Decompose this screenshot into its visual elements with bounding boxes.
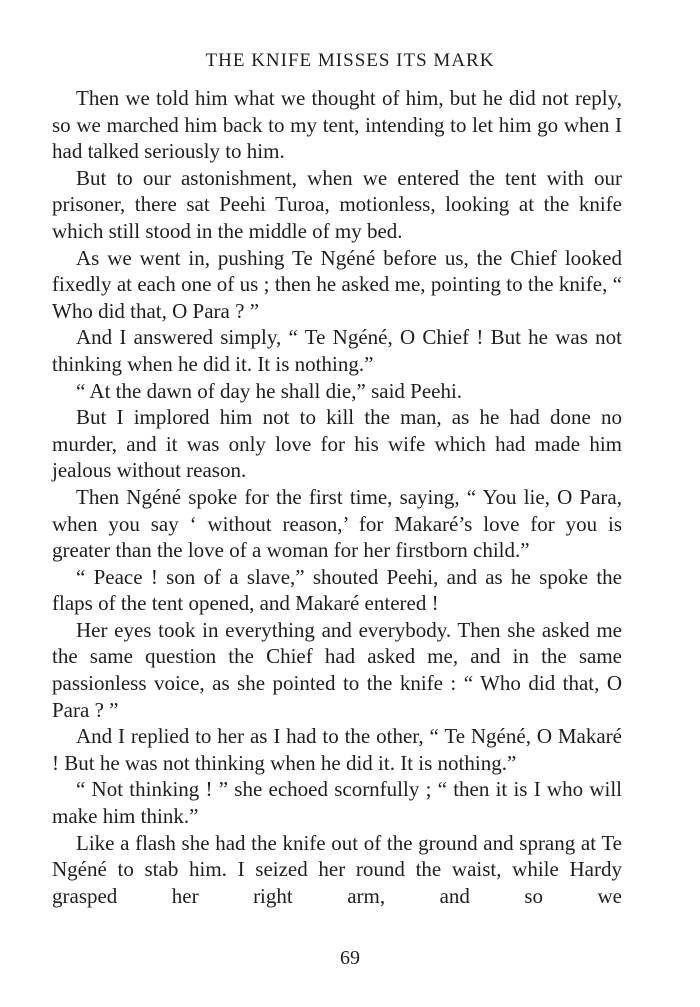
paragraph: Then Ngéné spoke for the first time, saying, “ You lie, O Para, when you say ‘ without reason,’ for Makaré’s love for you is greater than the love of a woman for her firstborn child.” bbox=[52, 484, 622, 563]
paragraph: Her eyes took in everything and everybody. Then she asked me the same question the Chief had asked me, and in the same passionless voice, as she pointed to the knife : “ Who did that, O Para ? ” bbox=[52, 617, 622, 722]
paragraph-continued: Like a flash she had the knife out of the ground and sprang at Te Ngéné to stab him. I seized her round the waist, while Hardy grasped her right arm, and so we bbox=[52, 830, 622, 908]
paragraph: But to our astonishment, when we entered the tent with our prisoner, there sat Peehi Turoa, motionless, looking at the knife which still stood in the middle of my bed. bbox=[52, 165, 622, 243]
paragraph: “ Not thinking ! ” she echoed scornfully ; “ then it is I who will make him think.” bbox=[52, 777, 622, 829]
paragraph: And I answered simply, “ Te Ngéné, O Chief ! But he was not thinking when he did it. It is nothing.” bbox=[52, 325, 622, 376]
running-head: THE KNIFE MISSES ITS MARK bbox=[205, 50, 495, 71]
paragraph: Then we told him what we thought of him, but he did not reply, so we marched him back to my tent, intending to let him go when I had talked seriously to him. bbox=[52, 86, 622, 164]
body-text bbox=[52, 85, 622, 909]
paragraph: “ At the dawn of day he shall die,” said Peehi. bbox=[76, 378, 463, 403]
paragraph: “ Peace ! son of a slave,” shouted Peehi, and as he spoke the flaps of the tent opened, and Makaré entered ! bbox=[52, 564, 622, 616]
paragraph: As we went in, pushing Te Ngéné before us, the Chief looked fixedly at each one of us ; then he asked me, pointing to the knife, “ Who did that, O Para ? ” bbox=[52, 245, 622, 323]
paragraph: But I implored him not to kill the man, as he had done no murder, and it was only love for his wife which had made him jealous without reason. bbox=[52, 405, 622, 483]
page-number: 69 bbox=[340, 947, 360, 969]
paragraph: And I replied to her as I had to the other, “ Te Ngéné, O Makaré ! But he was not thinking when he did it. It is nothing.” bbox=[52, 724, 622, 775]
